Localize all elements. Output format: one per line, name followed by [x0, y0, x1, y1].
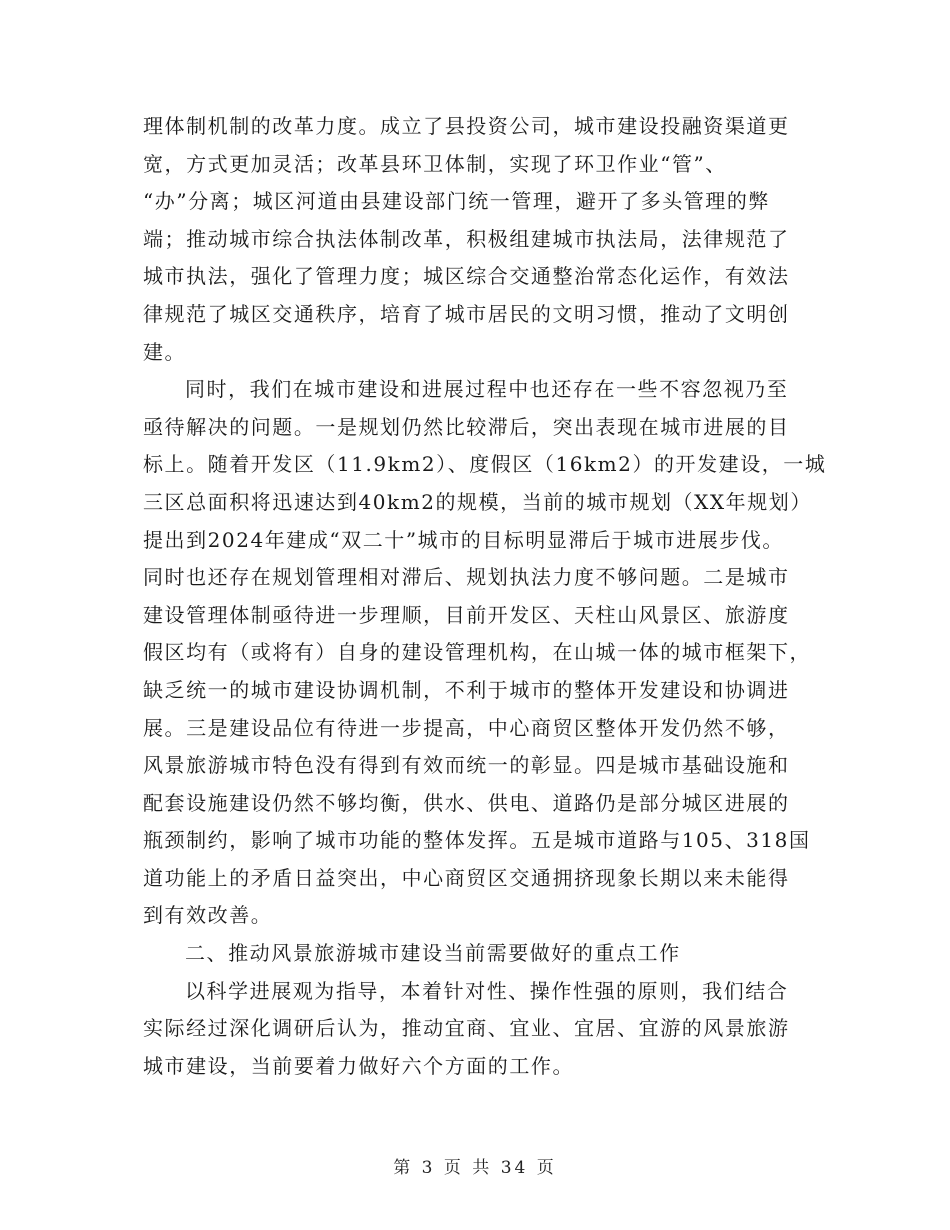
text-line: 二、推动风景旅游城市建设当前需要做好的重点工作 [185, 941, 681, 966]
text-line: 同时也还存在规划管理相对滞后、规划执法力度不够问题。二是城市 [143, 565, 790, 590]
text-line: 宽，方式更加灵活；改革县环卫体制，实现了环卫作业“管”、 [143, 151, 727, 176]
document-body [143, 108, 827, 1085]
text-line: 展。三是建设品位有待进一步提高，中心商贸区整体开发仍然不够， [143, 715, 790, 740]
text-line: 道功能上的矛盾日益突出，中心商贸区交通拥挤现象长期以来未能得 [143, 865, 790, 890]
text-line: “办”分离；城区河道由县建设部门统一管理，避开了多头管理的弊 [143, 189, 770, 214]
text-line: 到有效改善。 [143, 903, 273, 928]
text-line: 配套设施建设仍然不够均衡，供水、供电、道路仍是部分城区进展的 [143, 790, 790, 815]
page-footer: 第 3 页 共 34 页 [393, 1158, 557, 1178]
text-line: 三区总面积将迅速达到40km2的规模，当前的城市规划（XX年规划） [143, 489, 812, 514]
text-line: 标上。随着开发区（11.9km2）、度假区（16km2）的开发建设，一城 [143, 452, 827, 477]
text-line: 建设管理体制亟待进一步理顺，目前开发区、天柱山风景区、旅游度 [143, 602, 790, 627]
text-line: 同时，我们在城市建设和进展过程中也还存在一些不容忽视乃至 [185, 377, 789, 402]
text-line: 提出到2024年建成“双二十”城市的目标明显滞后于城市进展步伐。 [143, 527, 784, 552]
text-line: 缺乏统一的城市建设协调机制，不利于城市的整体开发建设和协调进 [143, 677, 790, 702]
text-line: 实际经过深化调研后认为，推动宜商、宜业、宜居、宜游的风景旅游 [143, 1016, 790, 1041]
text-line: 假区均有（或将有）自身的建设管理机构，在山城一体的城市框架下， [143, 640, 812, 665]
text-line: 瓶颈制约，影响了城市功能的整体发挥。五是城市道路与105、318国 [143, 828, 811, 853]
text-line: 以科学进展观为指导，本着针对性、操作性强的原则，我们结合 [185, 978, 789, 1003]
text-line: 端；推动城市综合执法体制改革，积极组建城市执法局，法律规范了 [143, 226, 790, 251]
text-line: 建。 [143, 339, 187, 364]
text-line: 风景旅游城市特色没有得到有效而统一的彰显。四是城市基础设施和 [143, 753, 790, 778]
text-line: 理体制机制的改革力度。成立了县投资公司，城市建设投融资渠道更 [143, 114, 790, 138]
text-line: 律规范了城区交通秩序，培育了城市居民的文明习惯，推动了文明创 [143, 301, 790, 326]
text-line: 亟待解决的问题。一是规划仍然比较滞后，突出表现在城市进展的目 [143, 414, 790, 439]
text-line: 城市建设，当前要着力做好六个方面的工作。 [143, 1053, 574, 1078]
text-line: 城市执法，强化了管理力度；城区综合交通整治常态化运作，有效法 [143, 264, 790, 289]
